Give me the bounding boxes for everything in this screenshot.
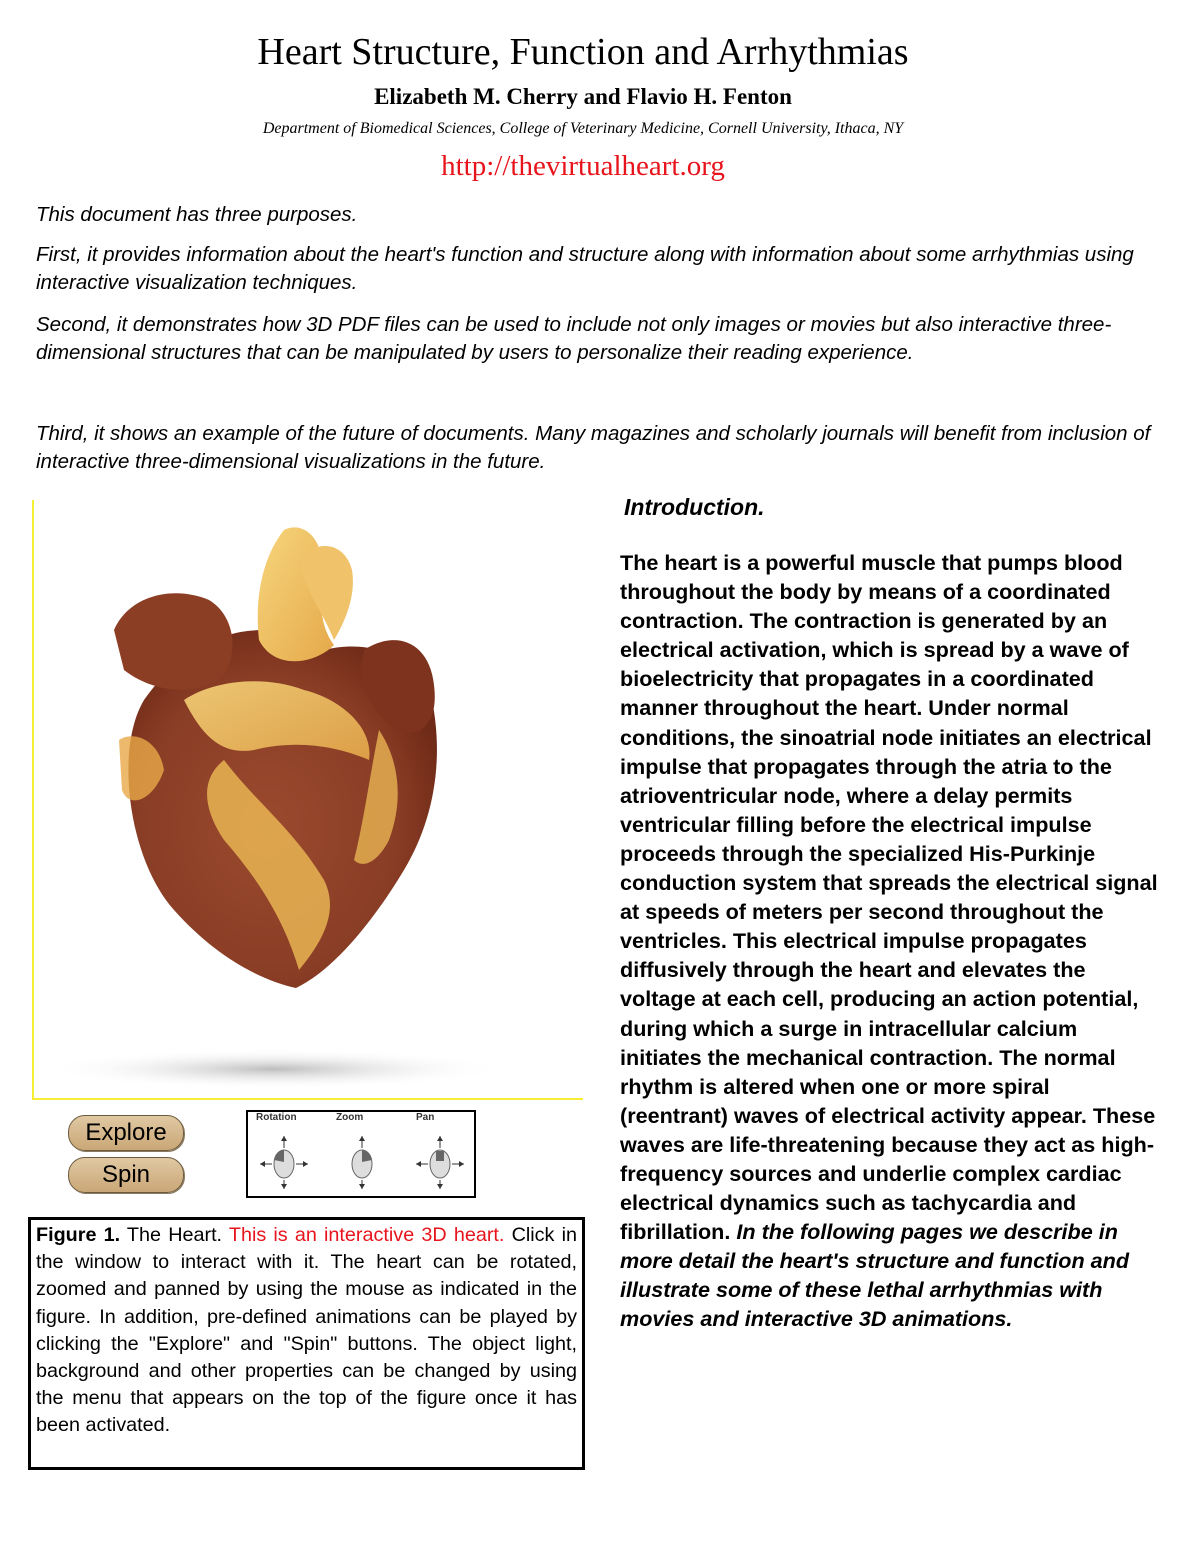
figure-caption	[28, 1217, 585, 1470]
caption-body: Click in the window to interact with it. The heart can be rotated, zoomed and panned by using the mouse as indicated in the figure. In addition, pre-defined animations can be played by clicking the "Explore" and "Spin" buttons. The object light, background and other properties can be changed by using the menu that appears on the top of the figure once it has been activated.	[36, 1224, 577, 1437]
purpose-intro: This document has three purposes.	[36, 203, 358, 226]
introduction-text: The heart is a powerful muscle that pumps blood throughout the body by means of a coordinated contraction. The contraction is generated by an electrical activation, which is spread by a wave of bioelectricity that propagates in a coordinated manner throughout the heart. Under normal conditions, the sinoatrial node initiates an electrical impulse that propagates through the atria to the atrioventricular node, where a delay permits ventricular filling before the electrical impulse proceeds through the specialized His-Purkinje conduction system that spreads the electrical signal at speeds of meters per second throughout the ventricles. This electrical impulse propagates diffusively through the heart and elevates the voltage at each cell, producing an action potential, during which a surge in intracellular calcium initiates the mechanical contraction. The normal rhythm is altered when one or more spiral (reentrant) waves of electrical activity appear. These waves are life-threatening because they act as high-frequency sources and underlie complex cardiac electrical dynamics such as tachycardia and fibrillation.	[620, 550, 1158, 1245]
website-link[interactable]: http://thevirtualheart.org	[441, 150, 725, 182]
caption-title: The Heart.	[120, 1224, 229, 1246]
explore-button[interactable]: Explore	[68, 1115, 184, 1151]
zoom-label: Zoom	[336, 1112, 364, 1123]
mouse-zoom-icon	[336, 1134, 388, 1190]
rotation-label: Rotation	[256, 1112, 297, 1123]
caption-label: Figure 1.	[36, 1224, 121, 1246]
mouse-controls-legend	[246, 1110, 476, 1198]
affiliation: Department of Biomedical Sciences, College of Veterinary Medicine, Cornell University, Ithaca, NY	[262, 120, 904, 137]
document-title: Heart Structure, Function and Arrhythmias	[257, 31, 909, 73]
caption-highlight: This is an interactive 3D heart.	[228, 1224, 505, 1246]
introduction-heading: Introduction.	[624, 494, 765, 520]
purpose-third: Third, it shows an example of the future of documents. Many magazines and scholarly journals will benefit from inclusion of interactive three-dimensional visualizations in the future.	[36, 422, 1151, 473]
heart-3d-model	[34, 500, 583, 1098]
purpose-first: First, it provides information about the heart's function and structure along with information about some arrhythmias using interactive visualization techniques.	[36, 243, 1134, 294]
heart-3d-viewer[interactable]	[32, 500, 583, 1100]
mouse-rotation-icon	[258, 1134, 310, 1190]
mouse-pan-icon	[414, 1134, 466, 1190]
spin-button[interactable]: Spin	[68, 1157, 184, 1193]
introduction-body	[620, 548, 1160, 1334]
introduction-emphasis: In the following pages we describe in more detail the heart's structure and function and illustrate some of these lethal arrhythmias with movies and interactive 3D animations.	[620, 1219, 1130, 1332]
pan-label: Pan	[416, 1112, 435, 1123]
authors: Elizabeth M. Cherry and Flavio H. Fenton	[374, 84, 792, 109]
purpose-second: Second, it demonstrates how 3D PDF files can be used to include not only images or movies but also interactive three-dimensional structures that can be manipulated by users to personalize their reading experience.	[36, 313, 1112, 364]
